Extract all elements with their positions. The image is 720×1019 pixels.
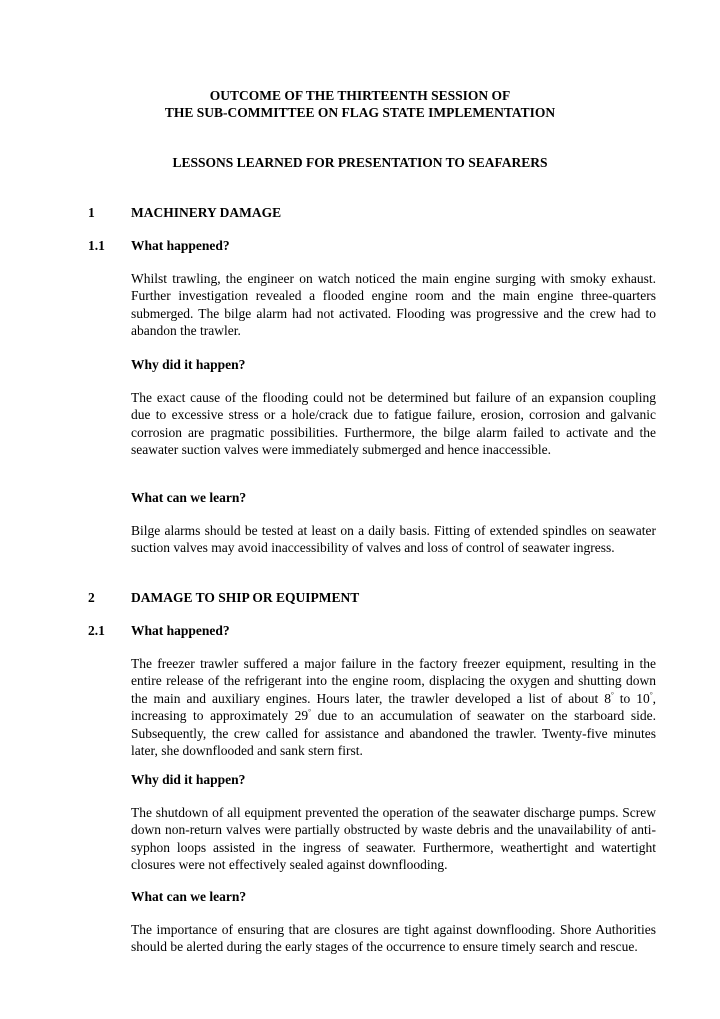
text-run: The freezer trawler suffered a major failure in the factory freezer equipment, resulting in the entire release of the refrigerant into the engine room, displacing the oxygen and shutting down the main and auxiliary engines. Hours later, the trawler developed a list of about 8 [131,656,656,706]
subsection-number: 1.1 [88,238,105,253]
why-paragraph: The shutdown of all equipment prevented the operation of the seawater discharge pumps. Screw down non-return valves were partially obstructed by waste debris and the unavailability of anti-syphon loops assisted in the ingress of seawater. Furthermore, weathertight and watertight closures were not effectively sealed against downflooding. [131,805,656,873]
what-happened-heading: What happened? [131,623,230,638]
subsection-number: 2.1 [88,623,105,638]
text-run: to 10 [613,690,650,706]
degree-symbol: ° [649,690,653,699]
why-heading: Why did it happen? [131,357,246,372]
why-heading: Why did it happen? [131,772,246,787]
section-title: MACHINERY DAMAGE [131,205,282,220]
document-title-line2: THE SUB-COMMITTEE ON FLAG STATE IMPLEMENTATION [164,105,556,120]
learn-paragraph: Bilge alarms should be tested at least on a daily basis. Fitting of extended spindles on seawater suction valves may avoid inaccessibility of valves and loss of control of seawater ingress. [131,523,656,556]
learn-paragraph: The importance of ensuring that are closures are tight against downflooding. Shore Authorities should be alerted during the early stages of the occurrence to ensure timely search and rescue. [131,922,656,955]
what-happened-heading: What happened? [131,238,230,253]
what-happened-paragraph: Whilst trawling, the engineer on watch noticed the main engine surging with smoky exhaust. Further investigation revealed a flooded engine room and the main engine three-quarters submerged. The bilge alarm had not activated. Flooding was progressive and the crew had to abandon the trawler. [131,271,656,339]
learn-heading: What can we learn? [131,889,247,904]
document-title-line1: OUTCOME OF THE THIRTEENTH SESSION OF [209,88,511,103]
degree-symbol: ° [611,690,614,699]
text-run: , increasing to approximately 29 [131,690,656,724]
what-happened-paragraph [131,655,656,759]
document-subtitle: LESSONS LEARNED FOR PRESENTATION TO SEAFARERS [172,155,548,170]
section-heading [88,589,359,606]
section-title: DAMAGE TO SHIP OR EQUIPMENT [131,590,360,605]
why-paragraph: The exact cause of the flooding could not be determined but failure of an expansion coupling due to excessive stress or a hole/crack due to fatigue failure, erosion, corrosion and galvanic corrosion are pragmatic possibilities. Furthermore, the bilge alarm failed to activate and the seawater suction valves were immediately submerged and hence inaccessible. [131,390,656,458]
text-run: due to an accumulation of seawater on the starboard side. Subsequently, the crew called for assistance and abandoned the trawler. Twenty-five minutes later, she downflooded and sank stern first. [131,708,657,759]
section-number: 1 [88,205,95,220]
section-heading [88,204,281,221]
degree-symbol: ° [308,708,311,717]
learn-heading: What can we learn? [131,490,247,505]
section-number: 2 [88,590,95,605]
